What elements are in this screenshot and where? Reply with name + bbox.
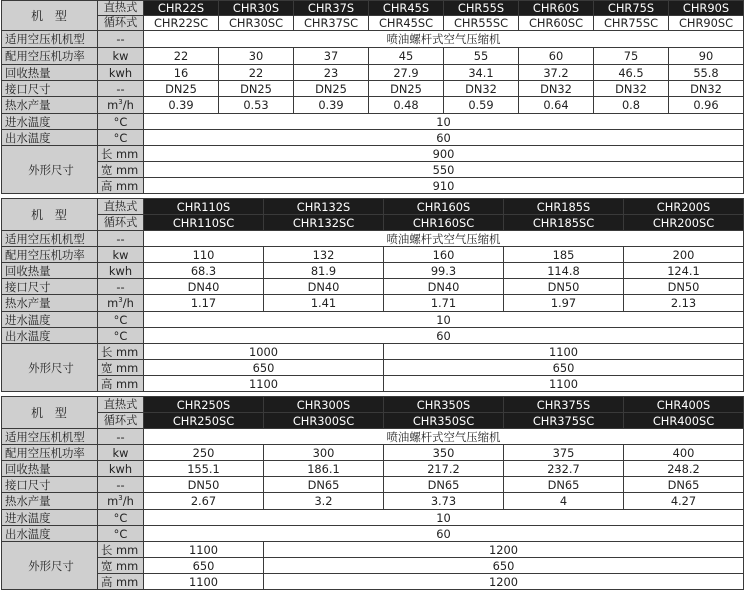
unit-celsius: °C [98,328,144,344]
width-value: 650 [144,558,264,574]
model-circ: CHR350SC [384,413,504,429]
water-cell: 0.53 [219,97,294,114]
height-value: 910 [144,178,744,194]
spec-table-2 [1,198,744,392]
heat-cell: 232.7 [504,461,624,477]
heat-cell: 34.1 [444,65,519,81]
model-direct: CHR45S [369,1,444,16]
inlet-temp-label: 进水温度 [2,312,98,328]
height-value: 1200 [264,574,744,590]
compressor-type-label: 适用空压机机型 [2,429,98,445]
unit-celsius: °C [98,510,144,526]
water-cell: 1.17 [144,295,264,312]
unit-dash: -- [98,477,144,493]
water-cell: 1.97 [504,295,624,312]
model-label: 机 型 [2,1,98,31]
power-cell: 75 [594,48,669,65]
heat-cell: 16 [144,65,219,81]
interface-size-label: 接口尺寸 [2,477,98,493]
unit-kwh: kwh [98,263,144,279]
unit-flow [98,295,144,312]
unit-kwh: kwh [98,461,144,477]
unit-flow-sup: 3 [118,98,123,107]
height-value: 1100 [384,376,744,392]
unit-flow-main: m [107,494,119,508]
unit-flow-main: m [107,296,119,310]
unit-kw: kw [98,48,144,65]
power-cell: 185 [504,247,624,263]
heat-cell: 217.2 [384,461,504,477]
water-cell: 1.41 [264,295,384,312]
water-cell: 0.39 [294,97,369,114]
power-cell: 90 [669,48,744,65]
outlet-temp-value: 60 [144,526,744,542]
length-value: 1200 [264,542,744,558]
water-cell: 0.39 [144,97,219,114]
model-direct: CHR55S [444,1,519,16]
interface-size-label: 接口尺寸 [2,81,98,97]
power-cell: 200 [624,247,744,263]
port-cell: DN65 [264,477,384,493]
outlet-temp-value: 60 [144,130,744,146]
model-circ: CHR375SC [504,413,624,429]
water-cell: 0.8 [594,97,669,114]
length-value: 1100 [384,344,744,360]
compressor-type-value: 喷油螺杆式空气压缩机 [144,429,744,445]
model-circ: CHR132SC [264,215,384,231]
inlet-temp-value: 10 [144,114,744,130]
power-cell: 300 [264,445,384,461]
length-value: 1100 [144,542,264,558]
port-cell: DN32 [444,81,519,97]
length-value: 1000 [144,344,384,360]
heat-cell: 155.1 [144,461,264,477]
water-cell: 3.73 [384,493,504,510]
model-direct: CHR132S [264,199,384,215]
heat-cell: 99.3 [384,263,504,279]
dimensions-label: 外形尺寸 [2,146,98,194]
direct-heat-label: 直热式 [98,397,144,413]
height-label: 高 mm [98,376,144,392]
model-direct: CHR350S [384,397,504,413]
outlet-temp-label: 出水温度 [2,130,98,146]
model-circ: CHR110SC [144,215,264,231]
circulating-label: 循环式 [98,16,144,31]
model-circ: CHR300SC [264,413,384,429]
recovered-heat-label: 回收热量 [2,461,98,477]
water-cell: 2.67 [144,493,264,510]
model-direct: CHR400S [624,397,744,413]
unit-dash: -- [98,81,144,97]
power-cell: 60 [519,48,594,65]
unit-flow [98,97,144,114]
heat-cell: 114.8 [504,263,624,279]
unit-celsius: °C [98,130,144,146]
unit-kw: kw [98,445,144,461]
unit-celsius: °C [98,312,144,328]
unit-dash: -- [98,429,144,445]
heat-cell: 46.5 [594,65,669,81]
width-value: 650 [264,558,744,574]
recovered-heat-label: 回收热量 [2,65,98,81]
width-value: 650 [384,360,744,376]
unit-kwh: kwh [98,65,144,81]
power-cell: 37 [294,48,369,65]
outlet-temp-value: 60 [144,328,744,344]
heat-cell: 37.2 [519,65,594,81]
compressor-power-label: 配用空压机功率 [2,445,98,461]
outlet-temp-label: 出水温度 [2,526,98,542]
model-circ: CHR45SC [369,16,444,31]
port-cell: DN50 [144,477,264,493]
unit-celsius: °C [98,526,144,542]
heat-cell: 68.3 [144,263,264,279]
power-cell: 350 [384,445,504,461]
height-value: 1100 [144,574,264,590]
model-label: 机 型 [2,397,98,429]
compressor-type-value: 喷油螺杆式空气压缩机 [144,31,744,48]
model-direct: CHR160S [384,199,504,215]
port-cell: DN25 [144,81,219,97]
power-cell: 375 [504,445,624,461]
port-cell: DN25 [294,81,369,97]
unit-dash: -- [98,231,144,247]
water-cell: 0.48 [369,97,444,114]
compressor-type-label: 适用空压机机型 [2,231,98,247]
model-direct: CHR30S [219,1,294,16]
model-circ: CHR60SC [519,16,594,31]
inlet-temp-value: 10 [144,510,744,526]
model-circ: CHR90SC [669,16,744,31]
model-direct: CHR75S [594,1,669,16]
power-cell: 110 [144,247,264,263]
heat-cell: 248.2 [624,461,744,477]
unit-flow-tail: /h [122,296,134,310]
heat-cell: 186.1 [264,461,384,477]
port-cell: DN65 [504,477,624,493]
direct-heat-label: 直热式 [98,1,144,16]
compressor-type-label: 适用空压机机型 [2,31,98,48]
heat-cell: 27.9 [369,65,444,81]
width-value: 650 [144,360,384,376]
water-cell: 1.71 [384,295,504,312]
water-cell: 0.96 [669,97,744,114]
dimensions-label: 外形尺寸 [2,344,98,392]
compressor-type-value: 喷油螺杆式空气压缩机 [144,231,744,247]
port-cell: DN65 [624,477,744,493]
height-label: 高 mm [98,574,144,590]
compressor-power-label: 配用空压机功率 [2,48,98,65]
heat-cell: 23 [294,65,369,81]
port-cell: DN32 [594,81,669,97]
model-direct: CHR22S [144,1,219,16]
heat-cell: 124.1 [624,263,744,279]
port-cell: DN40 [264,279,384,295]
unit-flow-main: m [107,98,119,112]
height-value: 1100 [144,376,384,392]
model-direct: CHR250S [144,397,264,413]
compressor-power-label: 配用空压机功率 [2,247,98,263]
direct-heat-label: 直热式 [98,199,144,215]
inlet-temp-label: 进水温度 [2,114,98,130]
water-cell: 0.64 [519,97,594,114]
interface-size-label: 接口尺寸 [2,279,98,295]
hot-water-output-label: 热水产量 [2,493,98,510]
port-cell: DN40 [384,279,504,295]
outlet-temp-label: 出水温度 [2,328,98,344]
model-circ: CHR22SC [144,16,219,31]
width-label: 宽 mm [98,162,144,178]
width-value: 550 [144,162,744,178]
hot-water-output-label: 热水产量 [2,295,98,312]
model-direct: CHR200S [624,199,744,215]
power-cell: 250 [144,445,264,461]
hot-water-output-label: 热水产量 [2,97,98,114]
port-cell: DN25 [369,81,444,97]
port-cell: DN32 [669,81,744,97]
port-cell: DN25 [219,81,294,97]
power-cell: 55 [444,48,519,65]
power-cell: 160 [384,247,504,263]
model-direct: CHR375S [504,397,624,413]
length-value: 900 [144,146,744,162]
power-cell: 30 [219,48,294,65]
heat-cell: 81.9 [264,263,384,279]
power-cell: 132 [264,247,384,263]
unit-flow-tail: /h [122,494,134,508]
length-label: 长 mm [98,146,144,162]
inlet-temp-label: 进水温度 [2,510,98,526]
port-cell: DN50 [504,279,624,295]
model-circ: CHR250SC [144,413,264,429]
model-circ: CHR185SC [504,215,624,231]
model-direct: CHR300S [264,397,384,413]
spec-table-1 [1,0,744,194]
model-direct: CHR110S [144,199,264,215]
length-label: 长 mm [98,542,144,558]
unit-celsius: °C [98,114,144,130]
power-cell: 45 [369,48,444,65]
model-circ: CHR37SC [294,16,369,31]
water-cell: 2.13 [624,295,744,312]
model-direct: CHR37S [294,1,369,16]
model-circ: CHR30SC [219,16,294,31]
recovered-heat-label: 回收热量 [2,263,98,279]
unit-flow-sup: 3 [118,494,123,503]
height-label: 高 mm [98,178,144,194]
heat-cell: 22 [219,65,294,81]
water-cell: 4.27 [624,493,744,510]
water-cell: 3.2 [264,493,384,510]
model-circ: CHR400SC [624,413,744,429]
port-cell: DN40 [144,279,264,295]
unit-kw: kw [98,247,144,263]
model-direct: CHR60S [519,1,594,16]
model-circ: CHR55SC [444,16,519,31]
dimensions-label: 外形尺寸 [2,542,98,590]
water-cell: 4 [504,493,624,510]
heat-cell: 55.8 [669,65,744,81]
port-cell: DN65 [384,477,504,493]
unit-flow-tail: /h [122,98,134,112]
length-label: 长 mm [98,344,144,360]
unit-dash: -- [98,31,144,48]
port-cell: DN32 [519,81,594,97]
unit-flow-sup: 3 [118,296,123,305]
spec-table-3 [1,396,744,590]
model-circ: CHR75SC [594,16,669,31]
width-label: 宽 mm [98,360,144,376]
inlet-temp-value: 10 [144,312,744,328]
unit-dash: -- [98,279,144,295]
model-direct: CHR90S [669,1,744,16]
model-direct: CHR185S [504,199,624,215]
port-cell: DN50 [624,279,744,295]
unit-flow [98,493,144,510]
power-cell: 400 [624,445,744,461]
circulating-label: 循环式 [98,413,144,429]
power-cell: 22 [144,48,219,65]
model-circ: CHR200SC [624,215,744,231]
width-label: 宽 mm [98,558,144,574]
model-label: 机 型 [2,199,98,231]
circulating-label: 循环式 [98,215,144,231]
model-circ: CHR160SC [384,215,504,231]
water-cell: 0.59 [444,97,519,114]
